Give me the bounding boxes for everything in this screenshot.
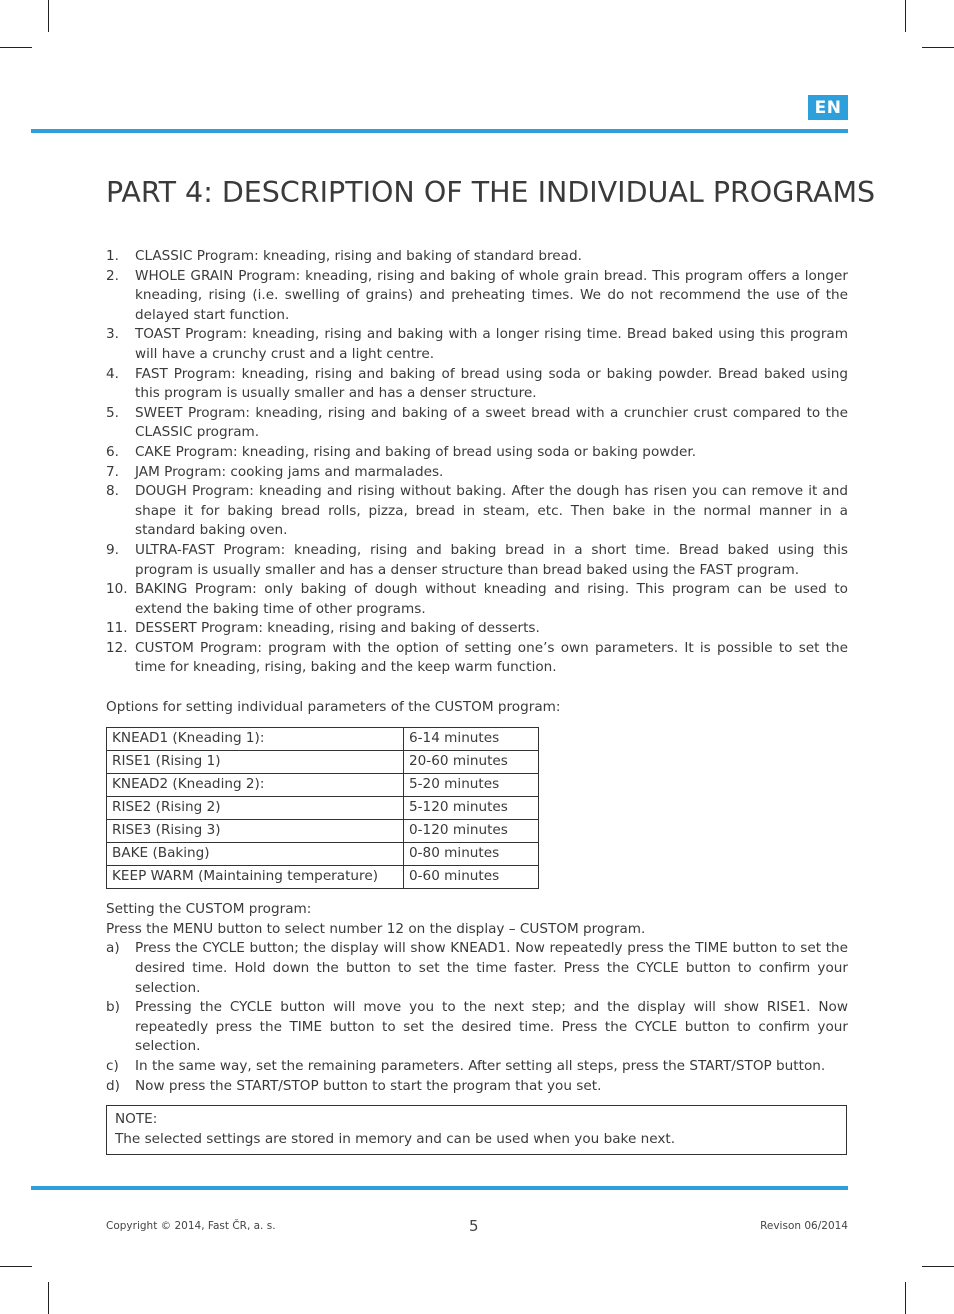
revision: Revison 06/2014 [760, 1220, 848, 1232]
footer-rule [31, 1186, 848, 1190]
note-box [106, 1105, 847, 1155]
copyright: Copyright © 2014, Fast ČR, a. s. [106, 1220, 276, 1232]
setting-intro: Press the MENU button to select number 12 on the display – CUSTOM program. [106, 920, 646, 937]
crop-mark [0, 1266, 32, 1267]
note-label: NOTE: [115, 1111, 158, 1128]
table-row: RISE3 (Rising 3) 0-120 minutes [107, 820, 539, 843]
list-item: 9. ULTRA-FAST Program: kneading, rising and baking bread in a short time. Bread baked using this program is usually smaller and has a denser structure than bread baked using the FAST program. [106, 541, 848, 578]
crop-mark [0, 47, 32, 48]
note-text: The selected settings are stored in memory and can be used when you bake next. [115, 1130, 676, 1147]
table-row: KNEAD1 (Kneading 1): 6-14 minutes [107, 728, 539, 751]
list-item: 4. FAST Program: kneading, rising and baking of bread using soda or baking powder. Bread baked using this program is usually smaller and has a denser structure. [106, 365, 848, 402]
table-row: RISE2 (Rising 2) 5-120 minutes [107, 797, 539, 820]
table-row: KNEAD2 (Kneading 2): 5-20 minutes [107, 774, 539, 797]
table-row: BAKE (Baking) 0-80 minutes [107, 843, 539, 866]
list-item: 8. DOUGH Program: kneading and rising without baking. After the dough has risen you can remove it and shape it for baking bread rolls, pizza, bread in steam, etc. Then bake in the normal manner in a standard baking oven. [106, 483, 848, 539]
list-item: 11. DESSERT Program: kneading, rising and baking of desserts. [106, 620, 540, 637]
list-item: c) In the same way, set the remaining parameters. After setting all steps, press the START/STOP button. [106, 1058, 826, 1074]
list-item: 3. TOAST Program: kneading, rising and baking with a longer rising time. Bread baked using this program will have a crunchy crust and a light centre. [106, 326, 848, 362]
list-item: 2. WHOLE GRAIN Program: kneading, rising and baking of whole grain bread. This program offers a longer kneading, rising (i.e. swelling of grains) and preheating times. We do not recommend the use of the delayed start function. [106, 267, 848, 323]
language-badge: EN [808, 95, 848, 120]
table-row: KEEP WARM (Maintaining temperature) 0-60 minutes [107, 866, 539, 889]
page-number: 5 [469, 1217, 479, 1235]
list-item: 7. JAM Program: cooking jams and marmalades. [106, 463, 444, 480]
setting-steps [106, 939, 848, 1096]
setting-heading: Setting the CUSTOM program: [106, 901, 312, 918]
crop-mark [905, 0, 906, 32]
table-row: RISE1 (Rising 1) 20-60 minutes [107, 751, 539, 774]
custom-params-table [106, 727, 539, 889]
list-item: 12. CUSTOM Program: program with the option of setting one’s own parameters. It is possible to set the time for kneading, rising, baking and the keep warm function. [106, 639, 848, 676]
options-intro: Options for setting individual parameters of the CUSTOM program: [106, 698, 561, 715]
list-item: 6. CAKE Program: kneading, rising and baking of bread using soda or baking powder. [106, 443, 697, 460]
list-item: a) Press the CYCLE button; the display will show KNEAD1. Now repeatedly press the TIME button to set the desired time. Hold down the button to set the time faster. Press the CYCLE button to confirm your selection. [106, 940, 848, 996]
content [106, 247, 848, 1155]
list-item: d) Now press the START/STOP button to start the program that you set. [106, 1077, 602, 1094]
list-item: 5. SWEET Program: kneading, rising and baking of a sweet bread with a crunchier crust compared to the CLASSIC program. [106, 404, 848, 441]
crop-mark [48, 0, 49, 32]
crop-mark [48, 1282, 49, 1314]
page-title: PART 4: DESCRIPTION OF THE INDIVIDUAL PROGRAMS [106, 176, 876, 209]
crop-mark [922, 1266, 954, 1267]
header-rule [31, 129, 848, 133]
list-item: 1. CLASSIC Program: kneading, rising and baking of standard bread. [106, 248, 582, 264]
crop-mark [905, 1282, 906, 1314]
crop-mark [922, 47, 954, 48]
program-list [106, 247, 848, 678]
list-item: 10. BAKING Program: only baking of dough without kneading and rising. This program can be used to extend the baking time of other programs. [106, 581, 848, 617]
list-item: b) Pressing the CYCLE button will move you to the next step; and the display will show RISE1. Now repeatedly press the TIME button to set the desired time. Press the CYCLE button to confirm your selection. [106, 999, 848, 1055]
